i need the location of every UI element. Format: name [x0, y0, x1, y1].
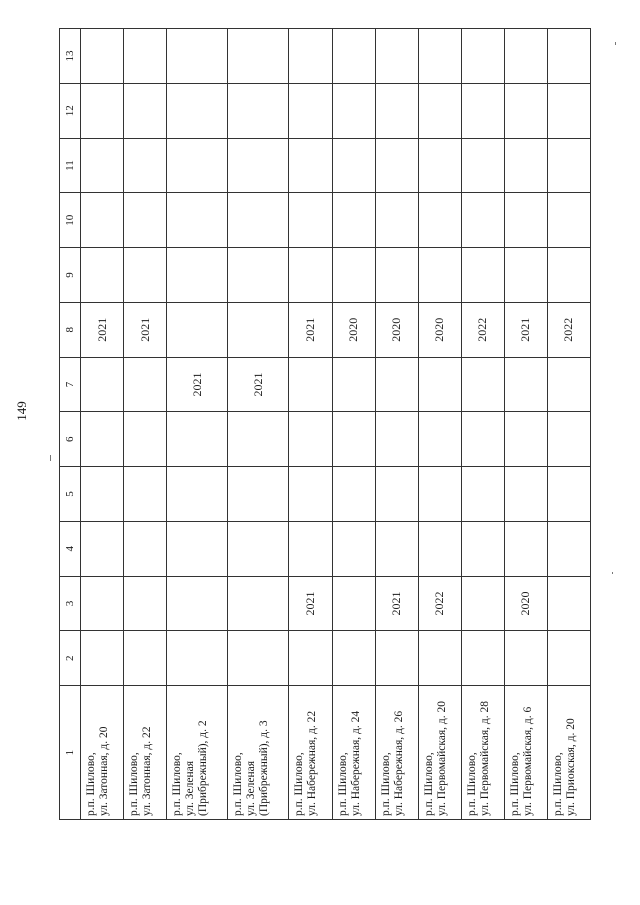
address-line: ул. Набережная, д. 24 [349, 710, 362, 816]
value-cell [124, 29, 167, 84]
value-cell [547, 576, 590, 631]
address-line: р.п. Шилово, [465, 752, 478, 816]
value-cell [332, 521, 375, 576]
address-line: ул. Первомайская, д. 28 [478, 701, 491, 816]
value-cell [332, 467, 375, 522]
value-cell [81, 193, 124, 248]
value-cell [289, 521, 332, 576]
value-cell [547, 357, 590, 412]
value-cell [167, 467, 228, 522]
value-cell [167, 521, 228, 576]
value-cell: 2020 [332, 302, 375, 357]
value-cell [289, 248, 332, 303]
column-header-9: 9 [60, 248, 81, 303]
value-cell: 2021 [228, 357, 289, 412]
column-header-6: 6 [60, 412, 81, 467]
value-cell [461, 412, 504, 467]
value-cell [124, 138, 167, 193]
column-header-7: 7 [60, 357, 81, 412]
address-cell [81, 686, 124, 820]
value-cell [461, 138, 504, 193]
value-cell: 2021 [124, 302, 167, 357]
value-cell [332, 193, 375, 248]
table-row [167, 29, 228, 820]
address-line: р.п. Шилово, [293, 752, 306, 816]
value-cell [375, 357, 418, 412]
value-cell [228, 83, 289, 138]
address-line: р.п. Шилово, [379, 752, 392, 816]
value-cell [81, 576, 124, 631]
value-cell [332, 631, 375, 686]
value-cell [504, 357, 547, 412]
value-cell [547, 138, 590, 193]
value-cell [547, 248, 590, 303]
value-cell [81, 29, 124, 84]
value-cell [81, 357, 124, 412]
address-line: ул. Зеленая [245, 761, 258, 816]
address-cell [375, 686, 418, 820]
value-cell [289, 467, 332, 522]
address-cell [547, 686, 590, 820]
column-header-10: 10 [60, 193, 81, 248]
table-row [124, 29, 167, 820]
value-cell [504, 248, 547, 303]
value-cell [289, 29, 332, 84]
value-cell [547, 521, 590, 576]
value-cell [418, 248, 461, 303]
value-cell [461, 576, 504, 631]
value-cell [332, 357, 375, 412]
value-cell [289, 412, 332, 467]
address-line: ул. Набережная, д. 26 [392, 710, 405, 816]
value-cell: 2021 [375, 576, 418, 631]
address-cell [504, 686, 547, 820]
value-cell [124, 631, 167, 686]
address-line: р.п. Шилово, [422, 752, 435, 816]
value-cell [547, 29, 590, 84]
value-cell [547, 467, 590, 522]
address-line: р.п. Шилово, [232, 752, 245, 816]
address-cell [461, 686, 504, 820]
value-cell [81, 83, 124, 138]
address-line: ул. Затонная, д. 20 [98, 726, 110, 816]
value-cell [375, 467, 418, 522]
value-cell [418, 631, 461, 686]
column-header-5: 5 [60, 467, 81, 522]
value-cell [461, 83, 504, 138]
value-cell [418, 521, 461, 576]
column-header-1: 1 [60, 686, 81, 820]
rotated-table-container [59, 28, 591, 820]
table-row [228, 29, 289, 820]
address-line: р.п. Шилово, [508, 752, 521, 816]
value-cell [167, 193, 228, 248]
value-cell: 2022 [418, 576, 461, 631]
value-cell [375, 29, 418, 84]
value-cell [124, 467, 167, 522]
address-line: (Прибрежный), д. 2 [197, 720, 210, 816]
column-header-8: 8 [60, 302, 81, 357]
value-cell [289, 631, 332, 686]
value-cell [418, 138, 461, 193]
value-cell [461, 521, 504, 576]
value-cell [81, 248, 124, 303]
value-cell [289, 83, 332, 138]
value-cell: 2022 [461, 302, 504, 357]
value-cell [461, 631, 504, 686]
value-cell [81, 521, 124, 576]
value-cell [461, 29, 504, 84]
page-number: 149 [14, 401, 29, 421]
value-cell [332, 248, 375, 303]
value-cell [81, 412, 124, 467]
value-cell [228, 138, 289, 193]
value-cell [418, 412, 461, 467]
scan-speck [615, 42, 616, 45]
column-header-2: 2 [60, 631, 81, 686]
value-cell [547, 83, 590, 138]
value-cell [375, 521, 418, 576]
value-cell [289, 193, 332, 248]
value-cell [289, 357, 332, 412]
value-cell [461, 248, 504, 303]
value-cell [289, 138, 332, 193]
table-row [81, 29, 124, 820]
value-cell [81, 138, 124, 193]
value-cell [124, 357, 167, 412]
value-cell [418, 83, 461, 138]
address-line: (Прибрежный), д. 3 [258, 720, 271, 816]
address-line: р.п. Шилово, [551, 752, 564, 816]
value-cell [504, 29, 547, 84]
table-row [504, 29, 547, 820]
data-table [59, 28, 591, 820]
value-cell: 2021 [81, 302, 124, 357]
value-cell [228, 467, 289, 522]
address-line: ул. Первомайская, д. 6 [521, 706, 534, 816]
value-cell [332, 29, 375, 84]
value-cell [228, 412, 289, 467]
table-row [332, 29, 375, 820]
value-cell [167, 631, 228, 686]
table-body [81, 29, 591, 820]
value-cell [124, 412, 167, 467]
scan-speck [50, 455, 51, 461]
value-cell [332, 412, 375, 467]
value-cell [124, 83, 167, 138]
address-cell [228, 686, 289, 820]
address-line: р.п. Шилово, [336, 752, 349, 816]
value-cell [167, 83, 228, 138]
address-line: ул. Приокская, д. 20 [564, 718, 577, 816]
table-row [375, 29, 418, 820]
table-row [418, 29, 461, 820]
value-cell [375, 631, 418, 686]
value-cell [418, 467, 461, 522]
value-cell [332, 83, 375, 138]
value-cell [167, 29, 228, 84]
address-cell [418, 686, 461, 820]
address-line: р.п. Шилово, [128, 752, 141, 816]
value-cell [418, 357, 461, 412]
column-header-4: 4 [60, 521, 81, 576]
value-cell [504, 631, 547, 686]
value-cell [228, 576, 289, 631]
address-line: р.п. Шилово, [171, 752, 184, 816]
value-cell [167, 248, 228, 303]
value-cell: 2020 [504, 576, 547, 631]
address-cell [124, 686, 167, 820]
table-row [547, 29, 590, 820]
value-cell [547, 193, 590, 248]
value-cell [124, 193, 167, 248]
column-header-3: 3 [60, 576, 81, 631]
value-cell [504, 467, 547, 522]
value-cell [332, 576, 375, 631]
value-cell [228, 193, 289, 248]
value-cell [81, 467, 124, 522]
value-cell [461, 467, 504, 522]
value-cell [167, 576, 228, 631]
address-cell [167, 686, 228, 820]
value-cell [167, 138, 228, 193]
value-cell [228, 248, 289, 303]
value-cell [167, 412, 228, 467]
value-cell [375, 193, 418, 248]
rotated-table [59, 28, 591, 820]
value-cell [418, 29, 461, 84]
value-cell [504, 83, 547, 138]
column-header-12: 12 [60, 83, 81, 138]
value-cell: 2021 [504, 302, 547, 357]
address-line: р.п. Шилово, [85, 752, 97, 816]
header-row [60, 29, 81, 820]
value-cell: 2022 [547, 302, 590, 357]
value-cell [81, 631, 124, 686]
value-cell: 2021 [289, 576, 332, 631]
address-line: ул. Первомайская, д. 20 [435, 701, 448, 816]
value-cell [124, 576, 167, 631]
value-cell [504, 193, 547, 248]
value-cell [504, 138, 547, 193]
value-cell [124, 248, 167, 303]
address-cell [332, 686, 375, 820]
address-line: ул. Затонная, д. 22 [141, 726, 154, 816]
address-cell [289, 686, 332, 820]
value-cell [375, 248, 418, 303]
column-header-13: 13 [60, 29, 81, 84]
column-header-11: 11 [60, 138, 81, 193]
value-cell [332, 138, 375, 193]
value-cell [375, 412, 418, 467]
value-cell: 2020 [375, 302, 418, 357]
value-cell [504, 412, 547, 467]
value-cell [547, 412, 590, 467]
value-cell [228, 521, 289, 576]
value-cell [547, 631, 590, 686]
value-cell [375, 83, 418, 138]
value-cell [375, 138, 418, 193]
value-cell [228, 631, 289, 686]
address-line: ул. Зеленая [184, 761, 197, 816]
value-cell [461, 193, 504, 248]
address-line: ул. Набережная, д. 22 [306, 710, 319, 816]
value-cell [228, 302, 289, 357]
value-cell [167, 302, 228, 357]
value-cell: 2021 [167, 357, 228, 412]
value-cell: 2020 [418, 302, 461, 357]
table-row [289, 29, 332, 820]
value-cell: 2021 [289, 302, 332, 357]
table-row [461, 29, 504, 820]
value-cell [504, 521, 547, 576]
value-cell [418, 193, 461, 248]
value-cell [461, 357, 504, 412]
scan-speck [612, 572, 613, 574]
value-cell [124, 521, 167, 576]
value-cell [228, 29, 289, 84]
